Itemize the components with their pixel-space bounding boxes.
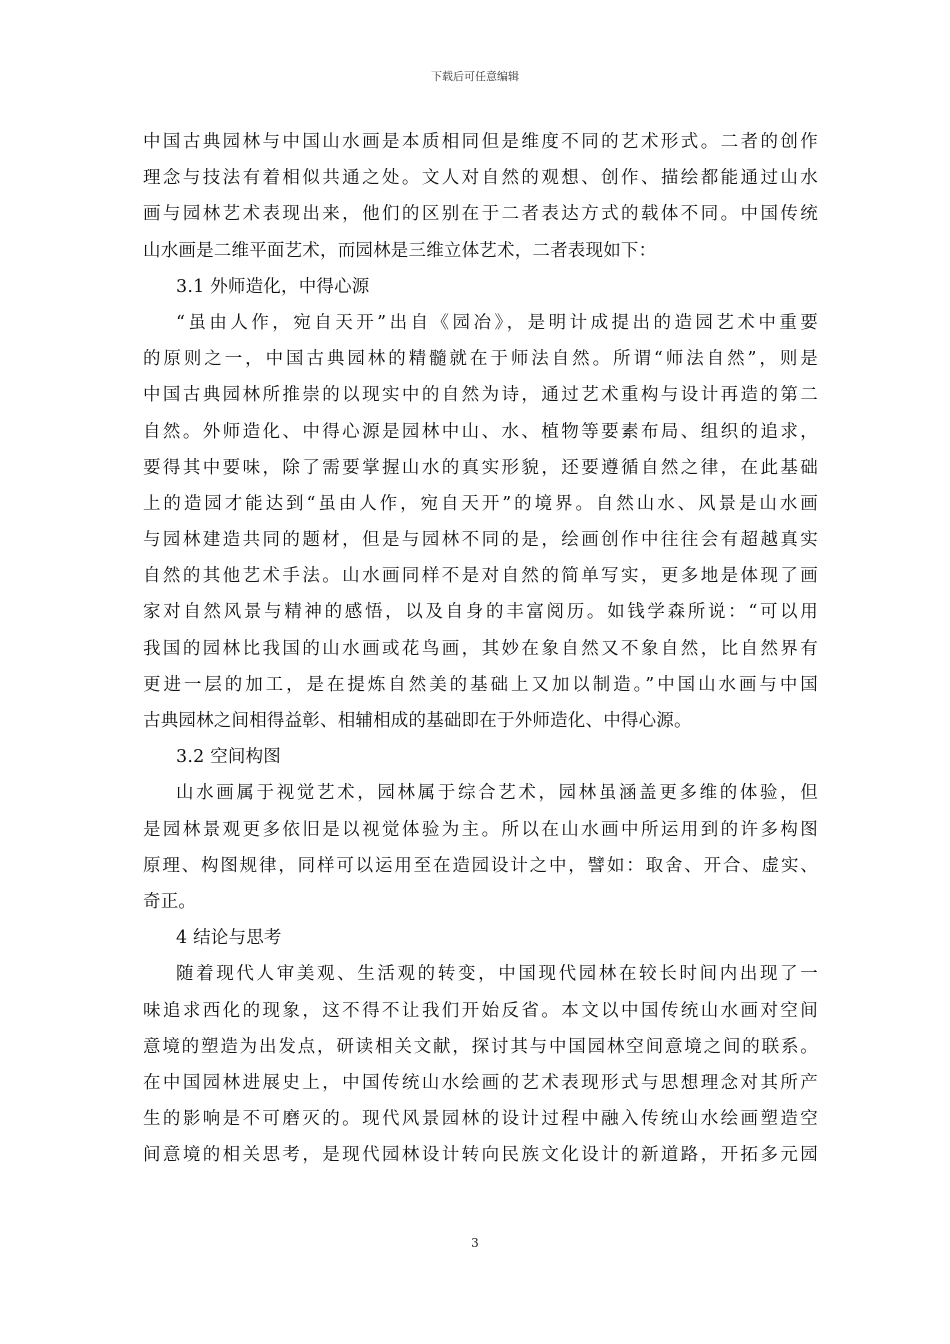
page-number: 3	[471, 1236, 479, 1250]
text-line: 家对自然风景与精神的感悟，以及自身的丰富阅历。如钱学森所说：“可以用	[143, 602, 818, 623]
text-line: 在中国园林进展史上，中国传统山水绘画的艺术表现形式与思想理念对其所产	[143, 1072, 818, 1093]
text-line: 要得其中要味，除了需要掌握山水的真实形貌，还要遵循自然之律，在此基础	[143, 457, 818, 478]
text-line: 奇正。	[143, 891, 197, 912]
text-line: 中国古典园林与中国山水画是本质相同但是维度不同的艺术形式。二者的创作	[143, 132, 818, 152]
text-line: 是园林景观更多依旧是以视觉体验为主。所以在山水画中所运用到的许多构图	[143, 819, 818, 840]
text-line: 的原则之一，中国古典园林的精髓就在于师法自然。所谓“师法自然”，则是	[143, 349, 818, 370]
page-header: 下载后可任意编辑	[431, 70, 519, 83]
text-line: 我国的园林比我国的山水画或花鸟画，其妙在象自然又不象自然，比自然界有	[143, 638, 818, 659]
text-line: 随着现代人审美观、生活观的转变，中国现代园林在较长时间内出现了一	[176, 964, 818, 985]
text-line: 更进一层的加工，是在提炼自然美的基础上又加以制造。”中国山水画与中国	[143, 674, 818, 695]
section-heading: 4 结论与思考	[176, 928, 282, 949]
text-line: 中国古典园林所推崇的以现实中的自然为诗，通过艺术重构与设计再造的第二	[143, 385, 818, 406]
section-heading: 3.1 外师造化，中得心源	[176, 276, 370, 297]
text-line: 理念与技法有着相似共通之处。文人对自然的观想、创作、描绘都能通过山水	[143, 168, 818, 189]
text-line: 上的造园才能达到“虽由人作，宛自天开”的境界。自然山水、风景是山水画	[143, 493, 818, 514]
text-line: 画与园林艺术表现出来，他们的区别在于二者表达方式的载体不同。中国传统	[143, 204, 818, 225]
text-line: 意境的塑造为出发点，研读相关文献，探讨其与中国园林空间意境之间的联系。	[143, 1036, 818, 1057]
text-line: 山水画是二维平面艺术，而园林是三维立体艺术，二者表现如下：	[143, 240, 657, 261]
text-line: 自然的其他艺术手法。山水画同样不是对自然的简单写实，更多地是体现了画	[143, 566, 818, 587]
text-line: “虽由人作，宛自天开”出自《园冶》，是明计成提出的造园艺术中重要	[176, 312, 818, 333]
text-line: 与园林建造共同的题材，但是与园林不同的是，绘画创作中往往会有超越真实	[143, 530, 818, 551]
section-heading: 3.2 空间构图	[176, 747, 281, 768]
text-line: 间意境的相关思考，是现代园林设计转向民族文化设计的新道路，开拓多元园	[143, 1145, 818, 1166]
text-line: 自然。外师造化、中得心源是园林中山、水、植物等要素布局、组织的追求，	[143, 421, 818, 442]
document-body	[143, 124, 818, 1173]
text-line: 山水画属于视觉艺术，园林属于综合艺术，园林虽涵盖更多维的体验，但	[176, 783, 818, 804]
text-line: 生的影响是不可磨灭的。现代风景园林的设计过程中融入传统山水绘画塑造空	[143, 1109, 818, 1130]
text-line: 味追求西化的现象，这不得不让我们开始反省。本文以中国传统山水画对空间	[143, 1000, 818, 1021]
text-line: 古典园林之间相得益彰、相辅相成的基础即在于外师造化、中得心源。	[143, 711, 692, 731]
text-line: 原理、构图规律，同样可以运用至在造园设计之中，譬如：取舍、开合、虚实、	[143, 855, 818, 876]
